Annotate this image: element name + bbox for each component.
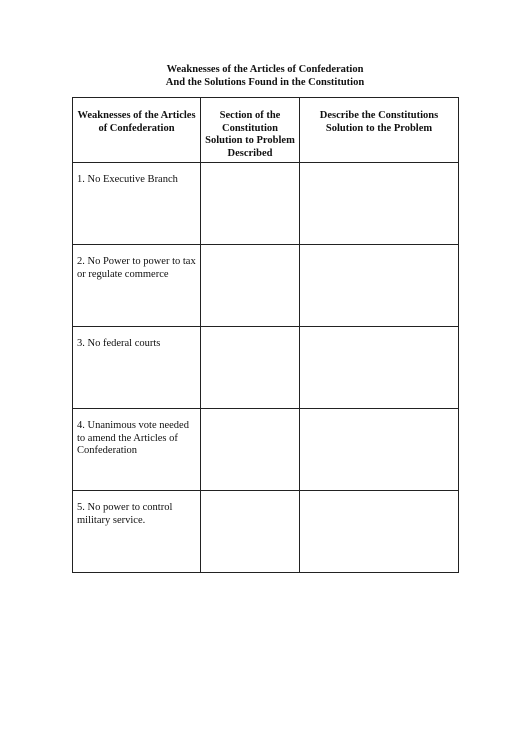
title-line-2: And the Solutions Found in the Constitution: [165, 77, 365, 88]
table-row: [73, 409, 459, 491]
section-answer-cell[interactable]: [201, 491, 300, 573]
weakness-cell: 2. No Power to power to tax or regulate commerce: [73, 245, 201, 327]
weakness-cell: 4. Unanimous vote needed to amend the Articles of Confederation: [73, 409, 201, 491]
solution-answer-cell[interactable]: [300, 409, 459, 491]
weakness-cell: 1. No Executive Branch: [73, 163, 201, 245]
section-answer-cell[interactable]: [201, 163, 300, 245]
table-header-row: [73, 98, 459, 163]
weakness-cell: 3. No federal courts: [73, 327, 201, 409]
weakness-cell: 5. No power to control military service.: [73, 491, 201, 573]
solution-answer-cell[interactable]: [300, 163, 459, 245]
section-answer-cell[interactable]: [201, 327, 300, 409]
solution-answer-cell[interactable]: [300, 245, 459, 327]
solution-answer-cell[interactable]: [300, 327, 459, 409]
header-section: Section of the Constitution Solution to Problem Described: [201, 98, 300, 163]
weaknesses-table: [72, 97, 459, 573]
table-row: [73, 163, 459, 245]
table-row: [73, 245, 459, 327]
table-row: [73, 327, 459, 409]
title-line-1: Weaknesses of the Articles of Confederation: [166, 64, 364, 75]
header-solution: Describe the Constitutions Solution to the Problem: [300, 98, 459, 163]
worksheet-title: [0, 63, 530, 89]
section-answer-cell[interactable]: [201, 245, 300, 327]
section-answer-cell[interactable]: [201, 409, 300, 491]
table-row: [73, 491, 459, 573]
solution-answer-cell[interactable]: [300, 491, 459, 573]
header-weaknesses: Weaknesses of the Articles of Confederation: [73, 98, 201, 163]
